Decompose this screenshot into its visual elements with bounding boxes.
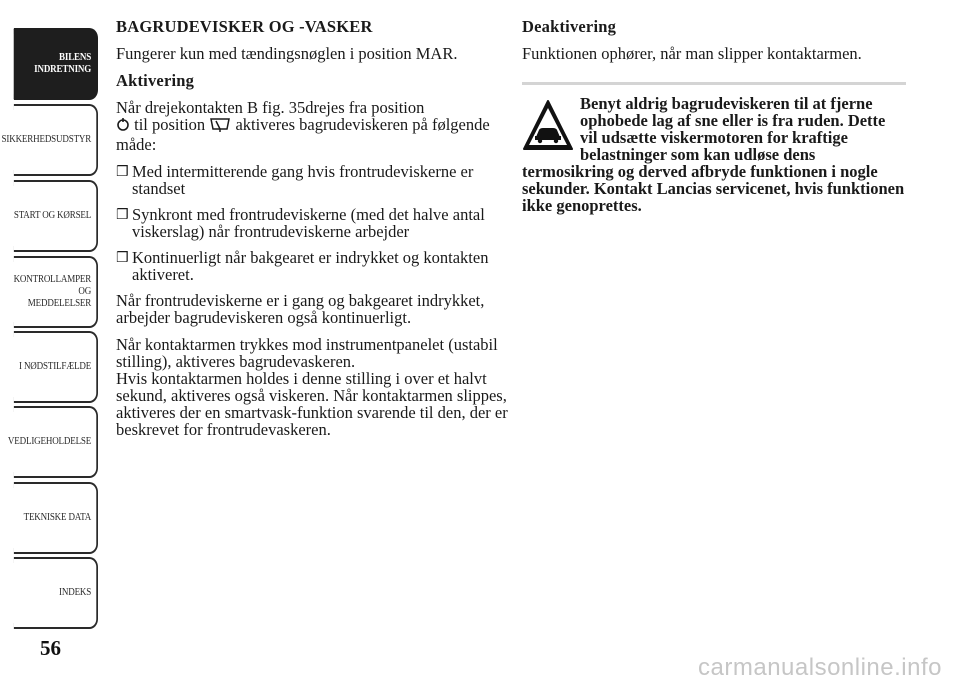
bullet-icon: ❒	[116, 164, 129, 180]
reverse-gear-paragraph: Når frontrudeviskerne er i gang og bakgearet indrykket, arbejder bagrudeviskeren også kontinuerligt.	[116, 291, 485, 327]
activation-heading: Aktivering	[116, 71, 195, 90]
activation-text: Når drejekontakten B fig. 35drejes fra position til position aktiveres bagrudeviskeren på følgende måde:	[116, 98, 490, 154]
tab-sikkerhedsudstyr[interactable]: SIKKERHEDSUDSTYR	[14, 104, 98, 176]
list-item: ❒ Synkront med frontrudeviskerne (med det halve antal viskerslag) når frontrudeviskerne arbejder	[116, 205, 485, 241]
list-item: ❒ Med intermitterende gang hvis frontrudeviskerne er standset	[116, 162, 474, 198]
tab-vedligeholdelse[interactable]: VEDLIGEHOLDELSE	[14, 406, 98, 478]
bullet-icon: ❒	[116, 207, 129, 223]
activation-list	[116, 163, 508, 283]
warning-car-triangle-icon	[522, 99, 574, 153]
washer-press-paragraph: Når kontaktarmen trykkes mod instrumentpanelet (ustabil stilling), aktiveres bagrudevaskeren.	[116, 335, 498, 371]
rear-wiper-icon	[209, 116, 231, 136]
tab-tekniske-data[interactable]: TEKNISKE DATA	[14, 482, 98, 554]
list-item: ❒ Kontinuerligt når bakgearet er indrykket og kontakten aktiveret.	[116, 248, 489, 284]
right-column	[522, 18, 906, 214]
tab-bilens-indretning[interactable]: BILENS INDRETNING	[14, 28, 98, 100]
tab-indeks[interactable]: INDEKS	[14, 557, 98, 629]
warning-text: Benyt aldrig bagrudeviskeren til at fjerne ophobede lag af sne eller is fra ruden. Dette vil udsætte viskermotoren for kraftige belastninger som kan udløse dens termosikring og derved afbryde funktionen i nogle sekunder. Kontakt Lancias servicenet, hvis funktionen ikke genoprettes.	[522, 94, 905, 215]
section-title: BAGRUDEVISKER OG -VASKER	[116, 17, 373, 36]
bullet-icon: ❒	[116, 250, 129, 266]
tab-kontrollamper[interactable]: KONTROLLAMPER OG MEDDELELSER	[14, 256, 98, 328]
tab-i-nodstilfaelde[interactable]: I NØDSTILFÆLDE	[14, 331, 98, 403]
page-number: 56	[40, 636, 61, 660]
warning-box	[522, 95, 906, 214]
deactivation-text: Funktionen ophører, når man slipper kontaktarmen.	[522, 44, 862, 63]
left-column	[116, 18, 508, 448]
intro-text: Fungerer kun med tændingsnøglen i position MAR.	[116, 44, 458, 63]
washer-hold-paragraph: Hvis kontaktarmen holdes i denne stilling i over et halvt sekund, aktiveres også viskeren. Når kontaktarmen slippes, aktiveres der en smartvask-funktion svarende til den, der er beskrevet for frontrudevaskeren.	[116, 369, 508, 439]
circle-off-icon	[116, 117, 130, 136]
watermark-text: carmanualsonline.info	[698, 654, 942, 681]
tab-start-og-korsel[interactable]: START OG KØRSEL	[14, 180, 98, 252]
warning-separator	[522, 82, 906, 85]
deactivation-heading: Deaktivering	[522, 17, 617, 36]
